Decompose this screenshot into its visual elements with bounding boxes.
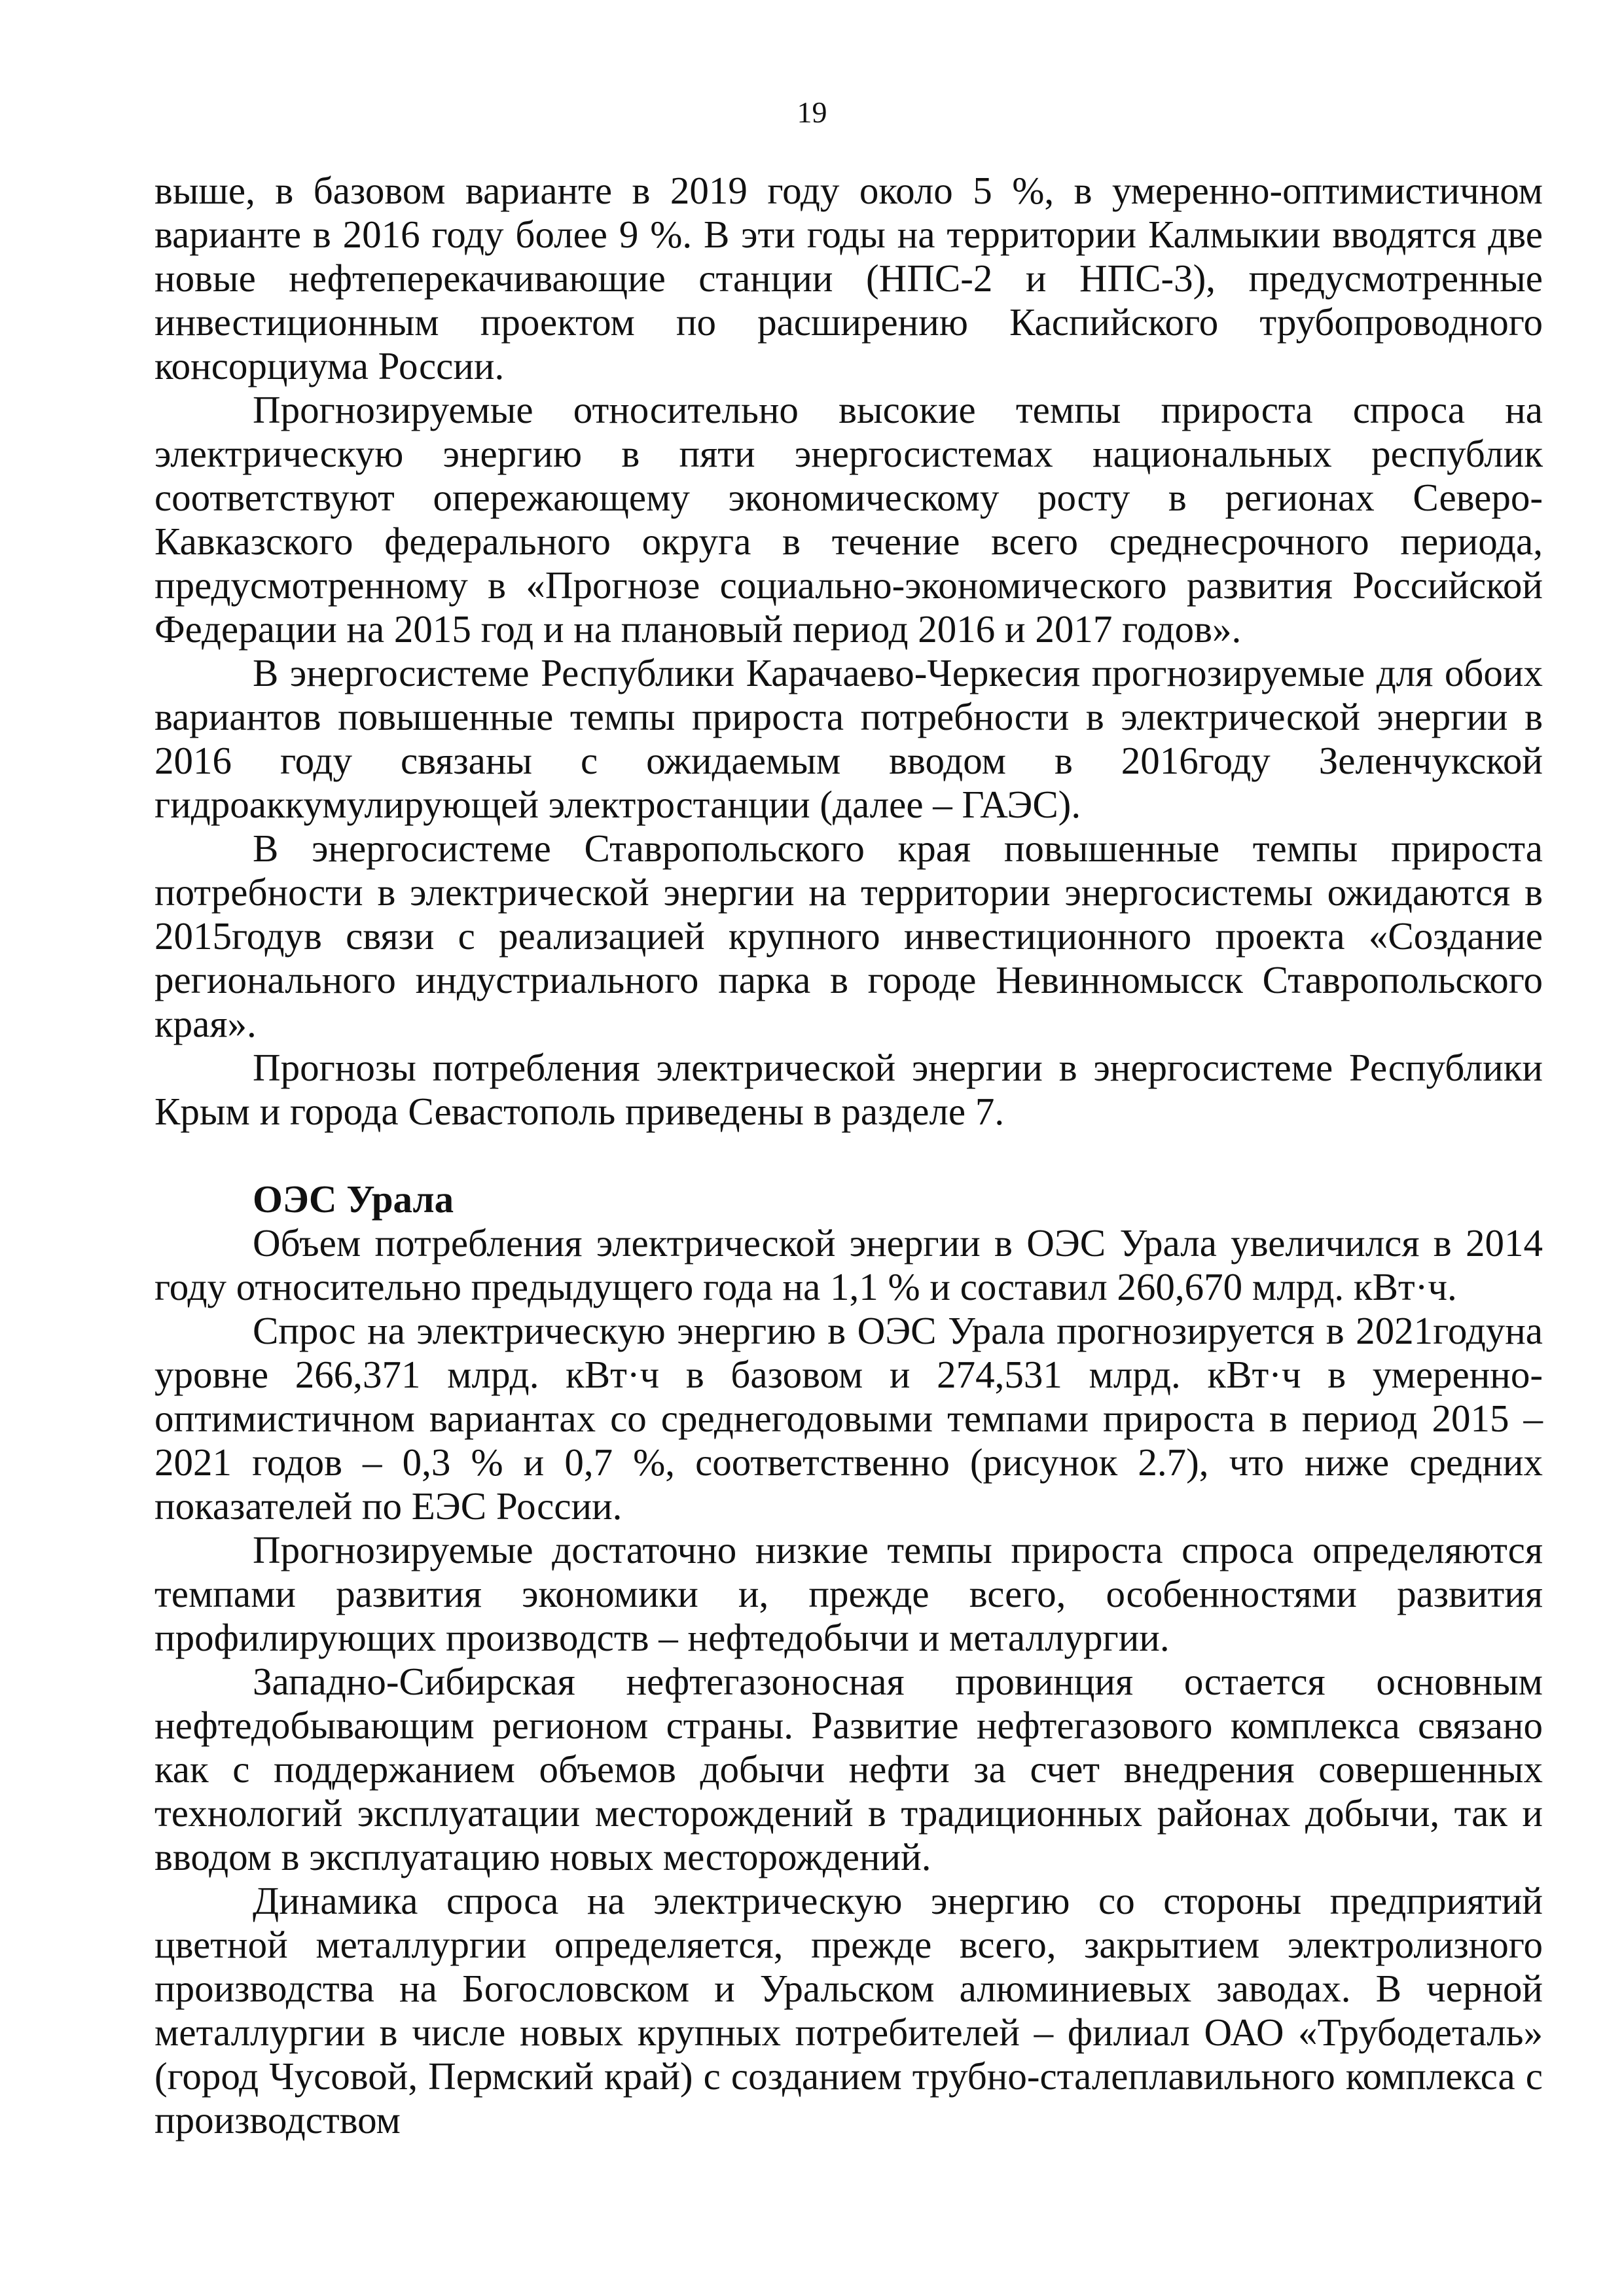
section-heading: ОЭС Урала xyxy=(253,1177,454,1221)
paragraph-crimea: Прогнозы потребления электрической энергии в энергосистеме Республики Крым и города Севастополь приведены в разделе 7. xyxy=(154,1046,1543,1133)
paragraph-continuation: выше, в базовом варианте в 2019 году около 5 %, в умеренно-оптимистичном варианте в 2016 году более 9 %. В эти годы на территории Калмыкии вводятся две новые нефтеперекачивающие станции (НПС-2 и НПС-3), предусмотренные инвестиционным проектом по расширению Каспийского трубопроводного консорциума России. xyxy=(154,169,1543,387)
paragraph-stavropol: В энергосистеме Ставропольского края повышенные темпы прироста потребности в электрической энергии на территории энергосистемы ожидаются в 2015годув связи с реализацией крупного инвестиционного проекта «Создание регионального индустриального парка в городе Невинномысск Ставропольского края». xyxy=(154,827,1543,1045)
paragraph-ural-consumption: Объем потребления электрической энергии в ОЭС Урала увеличился в 2014 году относительно предыдущего года на 1,1 % и составил 260,670 млрд. кВт·ч. xyxy=(154,1221,1543,1308)
page-number: 19 xyxy=(797,96,827,129)
paragraph-ural-demand-forecast: Спрос на электрическую энергию в ОЭС Урала прогнозируется в 2021годуна уровне 266,371 млрд. кВт·ч в базовом и 274,531 млрд. кВт·ч в умеренно-оптимистичном вариантах со среднегодовыми темпами прироста в период 2015 – 2021 годов – 0,3 % и 0,7 %, соответственно (рисунок 2.7), что ниже средних показателей по ЕЭС России. xyxy=(154,1309,1543,1528)
paragraph-west-siberia: Западно-Сибирская нефтегазоносная провинция остается основным нефтедобывающим регионом страны. Развитие нефтегазового комплекса связано как с поддержанием объемов добычи нефти за счет внедрения совершенных технологий эксплуатации месторождений в традиционных районах добычи, так и вводом в эксплуатацию новых месторождений. xyxy=(154,1660,1543,1878)
paragraph-metallurgy: Динамика спроса на электрическую энергию со стороны предприятий цветной металлургии определяется, прежде всего, закрытием электролизного производства на Богословском и Уральском алюминиевых заводах. В черной металлургии в числе новых крупных потребителей – филиал ОАО «Трубодеталь» (город Чусовой, Пермский край) с созданием трубно-сталеплавильного комплекса с производством xyxy=(154,1879,1543,2142)
document-body xyxy=(154,169,1543,2142)
paragraph-low-growth: Прогнозируемые достаточно низкие темпы прироста спроса определяются темпами развития экономики и, прежде всего, особенностями развития профилирующих производств – нефтедобычи и металлургии. xyxy=(154,1528,1543,1659)
paragraph-karachay-cherkessia: В энергосистеме Республики Карачаево-Черкесия прогнозируемые для обоих вариантов повышенные темпы прироста потребности в электрической энергии в 2016 году связаны с ожидаемым вводом в 2016году Зеленчукской гидроаккумулирующей электростанции (далее – ГАЭС). xyxy=(154,651,1543,826)
paragraph-growth-rates: Прогнозируемые относительно высокие темпы прироста спроса на электрическую энергию в пяти энергосистемах национальных республик соответствуют опережающему экономическому росту в регионах Северо-Кавказского федерального округа в течение всего среднесрочного периода, предусмотренному в «Прогнозе социально-экономического развития Российской Федерации на 2015 год и на плановый период 2016 и 2017 годов». xyxy=(154,388,1543,651)
